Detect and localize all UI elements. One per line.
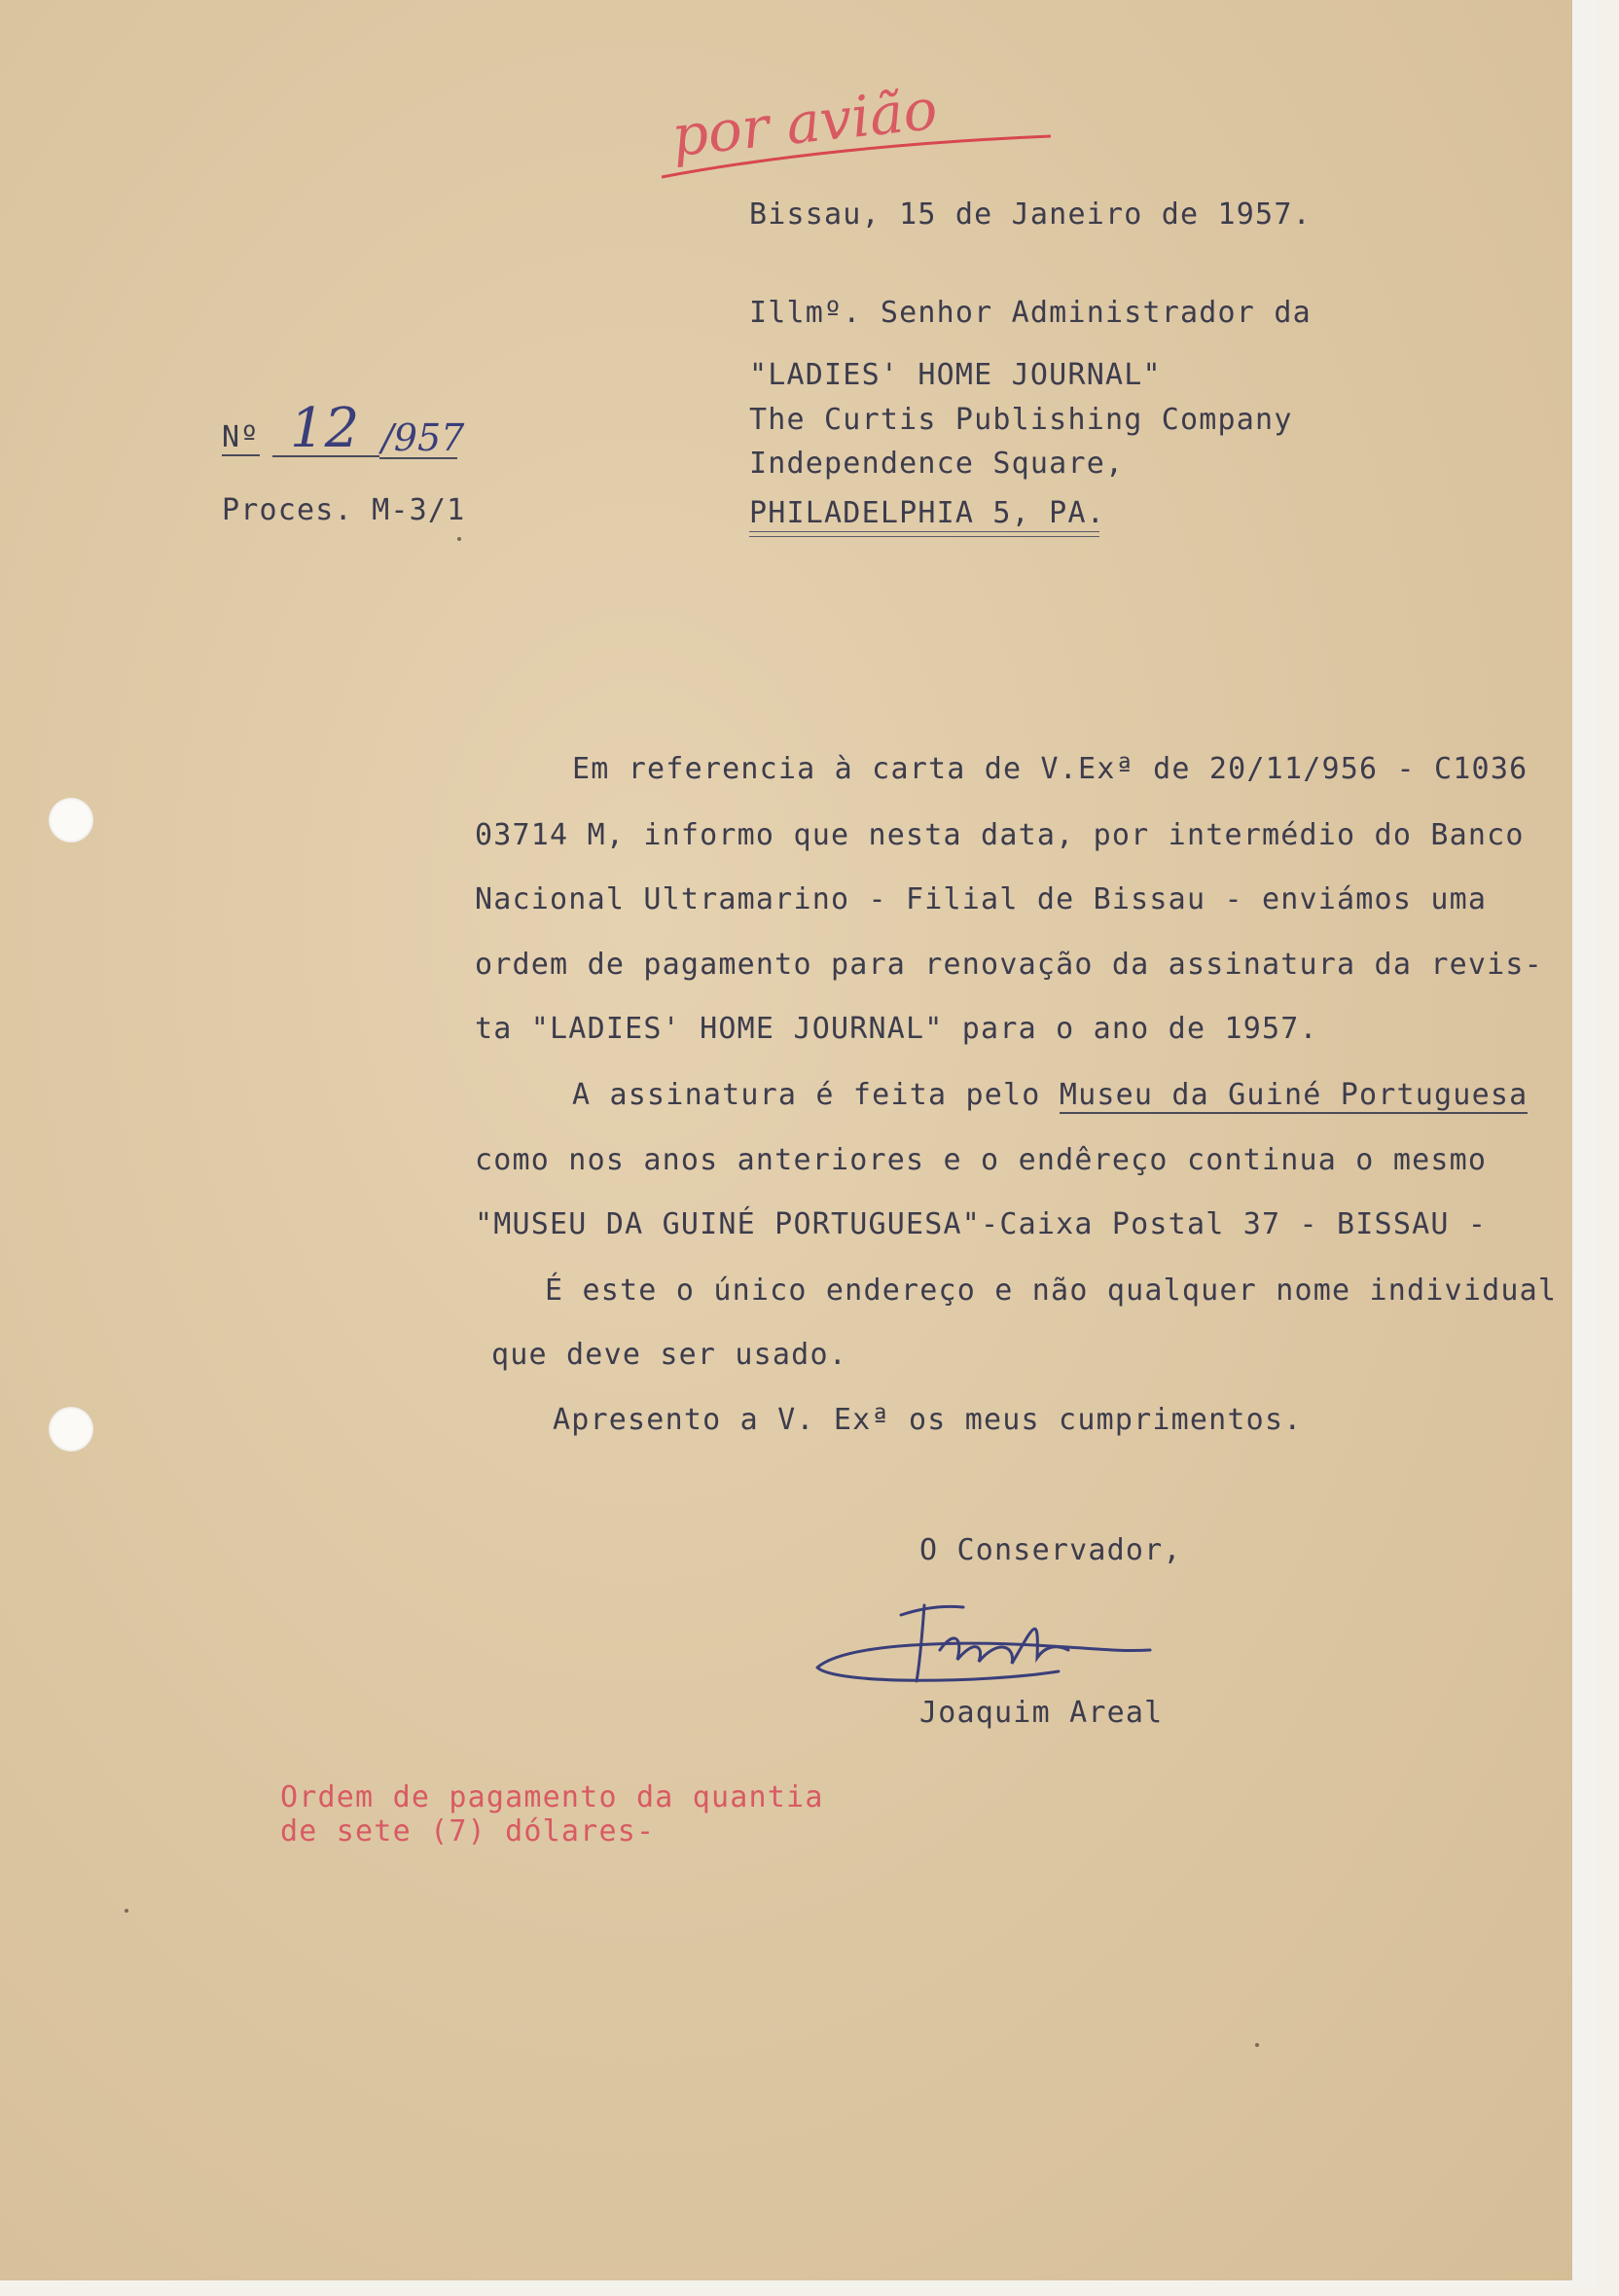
scan-margin-bottom [0,2280,1596,2288]
closing-title: O Conservador, [919,1533,1182,1567]
paper-speck [1255,2043,1259,2047]
body-line: Nacional Ultramarino - Filial de Bissau - enviámos uma [475,882,1488,916]
footnote-line-2: de sete (7) dólares- [280,1814,656,1848]
footnote-line-1: Ordem de pagamento da quantia [280,1780,824,1814]
reference-year-handwritten: /957 [381,416,465,459]
process-reference: Proces. M-3/1 [222,493,466,527]
year-underline [379,455,457,461]
paper-speck [125,1909,128,1913]
dateline: Bissau, 15 de Janeiro de 1957. [749,197,1312,232]
museum-name-underlined: Museu da Guiné Portuguesa [1059,1078,1529,1112]
scan-margin-right [1572,0,1596,2288]
body-line: É este o único endereço e não qualquer nome individual [545,1274,1558,1308]
reference-number [222,420,260,455]
double-underline [749,531,1099,537]
number-underline [272,453,379,459]
body-line: "MUSEU DA GUINÉ PORTUGUESA"-Caixa Postal 37 - BISSAU - [475,1207,1488,1241]
recipient-line-4: PHILADELPHIA 5, PA. [749,496,1105,530]
recipient-line-3: Independence Square, [749,447,1125,481]
signature [808,1592,1158,1699]
punch-hole-top [49,798,93,843]
body-line: ordem de pagamento para renovação da assinatura da revis- [475,948,1543,982]
reference-number-handwritten: 12 [290,397,360,460]
recipient-line-1: "LADIES' HOME JOURNAL" [749,358,1162,392]
recipient-line-2: The Curtis Publishing Company [749,403,1293,437]
body-line-text: A assinatura é feita pelo [572,1078,1041,1112]
handwritten-annotation: por avião [668,75,941,170]
body-line: ta "LADIES' HOME JOURNAL" para o ano de 1957. [475,1012,1318,1046]
body-line: como nos anos anteriores e o endêreço continua o mesmo [475,1143,1488,1177]
recipient-salutation: Illmº. Senhor Administrador da [749,296,1312,330]
body-line: Apresento a V. Exª os meus cumprimentos. [553,1403,1303,1437]
number-prefix: Nº [222,420,260,454]
body-line: que deve ser usado. [491,1338,847,1372]
annotation-underline [658,117,1057,185]
paper-speck [457,537,461,541]
body-line: Em referencia à carta de V.Exª de 20/11/956 - C1036 [572,752,1529,786]
body-line [572,1078,1528,1113]
body-line: 03714 M, informo que nesta data, por intermédio do Banco [475,818,1525,852]
punch-hole-bottom [49,1407,93,1452]
signatory-name: Joaquim Areal [919,1696,1164,1730]
